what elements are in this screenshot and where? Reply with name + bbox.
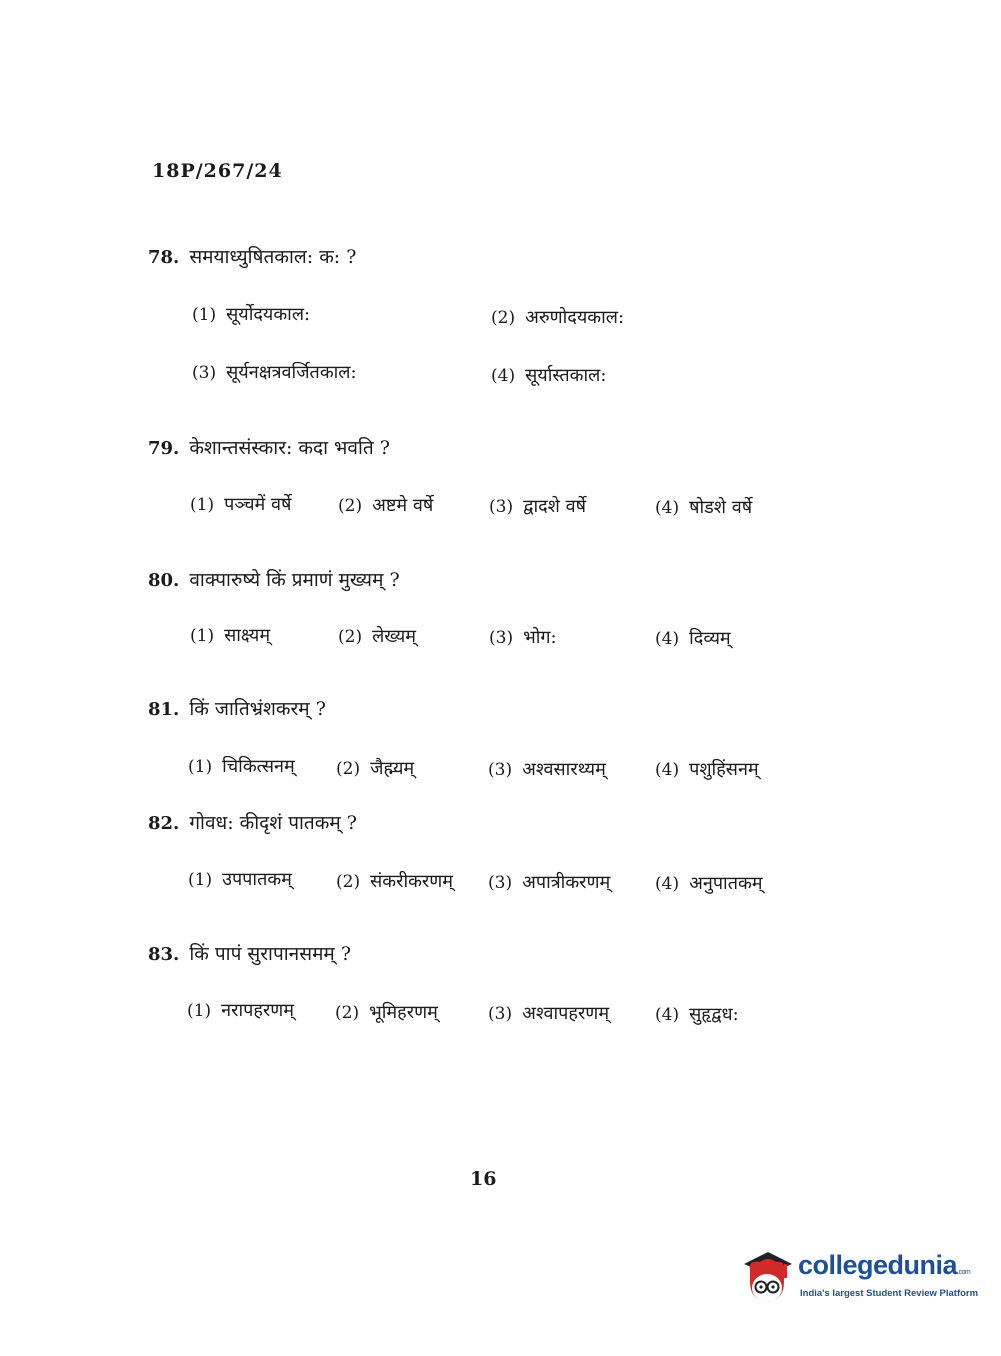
option-text: द्वादशे वर्षे bbox=[523, 496, 587, 517]
option-text: संकरीकरणम् bbox=[370, 871, 454, 892]
option-number: (2) bbox=[335, 1003, 360, 1023]
question-number: 81. bbox=[148, 699, 180, 720]
option-number: (3) bbox=[488, 760, 513, 780]
option-number: (3) bbox=[489, 628, 514, 648]
question-81 bbox=[148, 695, 326, 721]
collegedunia-logo bbox=[740, 1248, 979, 1318]
logo-suffix: .com bbox=[957, 1269, 971, 1276]
option-text: साक्ष्यम् bbox=[224, 625, 271, 646]
option-text: पञ्चमें वर्षे bbox=[224, 494, 292, 515]
question-78 bbox=[148, 243, 356, 269]
option-text: सूर्योदयकाल: bbox=[226, 304, 311, 325]
option-number: (4) bbox=[655, 629, 680, 649]
logo-name: collegedunia.com bbox=[798, 1250, 971, 1280]
option bbox=[655, 495, 752, 519]
option-number: (1) bbox=[192, 305, 217, 325]
question-text: गोवध: कीदृशं पातकम् ? bbox=[189, 812, 357, 834]
question-text: वाक्पारुष्ये किं प्रमाणं मुख्यम् ? bbox=[189, 569, 400, 591]
option bbox=[336, 869, 453, 893]
option bbox=[192, 302, 310, 326]
question-number: 80. bbox=[148, 570, 180, 591]
option-number: (2) bbox=[336, 759, 361, 779]
option-number: (3) bbox=[489, 497, 514, 517]
option bbox=[190, 492, 291, 516]
option-text: सूर्यनक्षत्रवर्जितकाल: bbox=[226, 362, 357, 383]
option-number: (3) bbox=[192, 363, 217, 383]
option-number: (2) bbox=[491, 308, 516, 328]
option-number: (1) bbox=[190, 626, 215, 646]
option-number: (4) bbox=[655, 498, 680, 518]
option-number: (4) bbox=[655, 760, 680, 780]
option bbox=[188, 867, 292, 891]
option-number: (3) bbox=[488, 1004, 513, 1024]
option bbox=[488, 1001, 609, 1025]
question-80 bbox=[148, 566, 400, 592]
question-text: समयाध्युषितकाल: क: ? bbox=[189, 246, 357, 268]
option-text: भूमिहरणम् bbox=[369, 1002, 438, 1023]
option-text: जैह्म्यम् bbox=[370, 758, 415, 779]
paper-code: 18P/267/24 bbox=[152, 160, 283, 182]
option-text: सूर्यास्तकाल: bbox=[525, 365, 607, 386]
option-text: षोडशे वर्षे bbox=[689, 497, 753, 518]
question-text: किं जातिभ्रंशकरम् ? bbox=[189, 698, 326, 720]
question-number: 82. bbox=[148, 813, 180, 834]
question-79 bbox=[148, 434, 390, 460]
option-number: (1) bbox=[190, 495, 215, 515]
option-number: (4) bbox=[655, 874, 680, 894]
option bbox=[335, 1000, 438, 1024]
option bbox=[491, 305, 624, 329]
option bbox=[338, 493, 433, 517]
option-number: (4) bbox=[491, 366, 516, 386]
option bbox=[336, 756, 414, 780]
option-text: पशुहिंसनम् bbox=[689, 759, 759, 780]
option bbox=[655, 757, 759, 781]
question-number: 79. bbox=[148, 438, 180, 459]
question-text: केशान्तसंस्कार: कदा भवति ? bbox=[189, 437, 390, 459]
option-text: अपात्रीकरणम् bbox=[522, 872, 611, 893]
mascot-icon bbox=[740, 1248, 796, 1310]
question-82 bbox=[148, 809, 357, 835]
option-number: (1) bbox=[187, 1001, 212, 1021]
option-text: नरापहरणम् bbox=[221, 1000, 295, 1021]
option-number: (2) bbox=[338, 496, 363, 516]
option-number: (1) bbox=[188, 757, 213, 777]
option-text: अनुपातकम् bbox=[689, 873, 763, 894]
option-text: अश्वसारथ्यम् bbox=[522, 759, 606, 780]
option-number: (1) bbox=[188, 870, 213, 890]
option-text: अरुणोदयकाल: bbox=[525, 307, 625, 328]
option-text: उपपातकम् bbox=[222, 869, 292, 890]
option-number: (3) bbox=[488, 873, 513, 893]
option bbox=[192, 360, 357, 384]
option bbox=[655, 626, 731, 650]
option-text: अश्वापहरणम् bbox=[522, 1003, 610, 1024]
option bbox=[655, 871, 763, 895]
option bbox=[489, 494, 586, 518]
question-text: किं पापं सुरापानसमम् ? bbox=[189, 943, 352, 965]
option-text: चिकित्सनम् bbox=[222, 756, 295, 777]
question-number: 78. bbox=[148, 247, 180, 268]
option-text: भोग: bbox=[523, 627, 557, 648]
option-text: अष्टमे वर्षे bbox=[372, 495, 434, 516]
option-number: (2) bbox=[336, 872, 361, 892]
question-number: 83. bbox=[148, 944, 180, 965]
option bbox=[489, 625, 557, 649]
option-text: लेख्यम् bbox=[372, 626, 417, 647]
option bbox=[488, 757, 606, 781]
option bbox=[190, 623, 270, 647]
option bbox=[338, 624, 416, 648]
option-text: सुहृद्वध: bbox=[689, 1004, 739, 1025]
option bbox=[488, 870, 610, 894]
option-number: (2) bbox=[338, 627, 363, 647]
option bbox=[491, 363, 606, 387]
option bbox=[655, 1002, 739, 1026]
option-text: दिव्यम् bbox=[689, 628, 731, 649]
page-number: 16 bbox=[470, 1168, 497, 1190]
option bbox=[188, 754, 295, 778]
logo-tagline: India's largest Student Review Platform bbox=[800, 1288, 979, 1299]
option bbox=[187, 998, 294, 1022]
option-number: (4) bbox=[655, 1005, 680, 1025]
question-83 bbox=[148, 940, 351, 966]
